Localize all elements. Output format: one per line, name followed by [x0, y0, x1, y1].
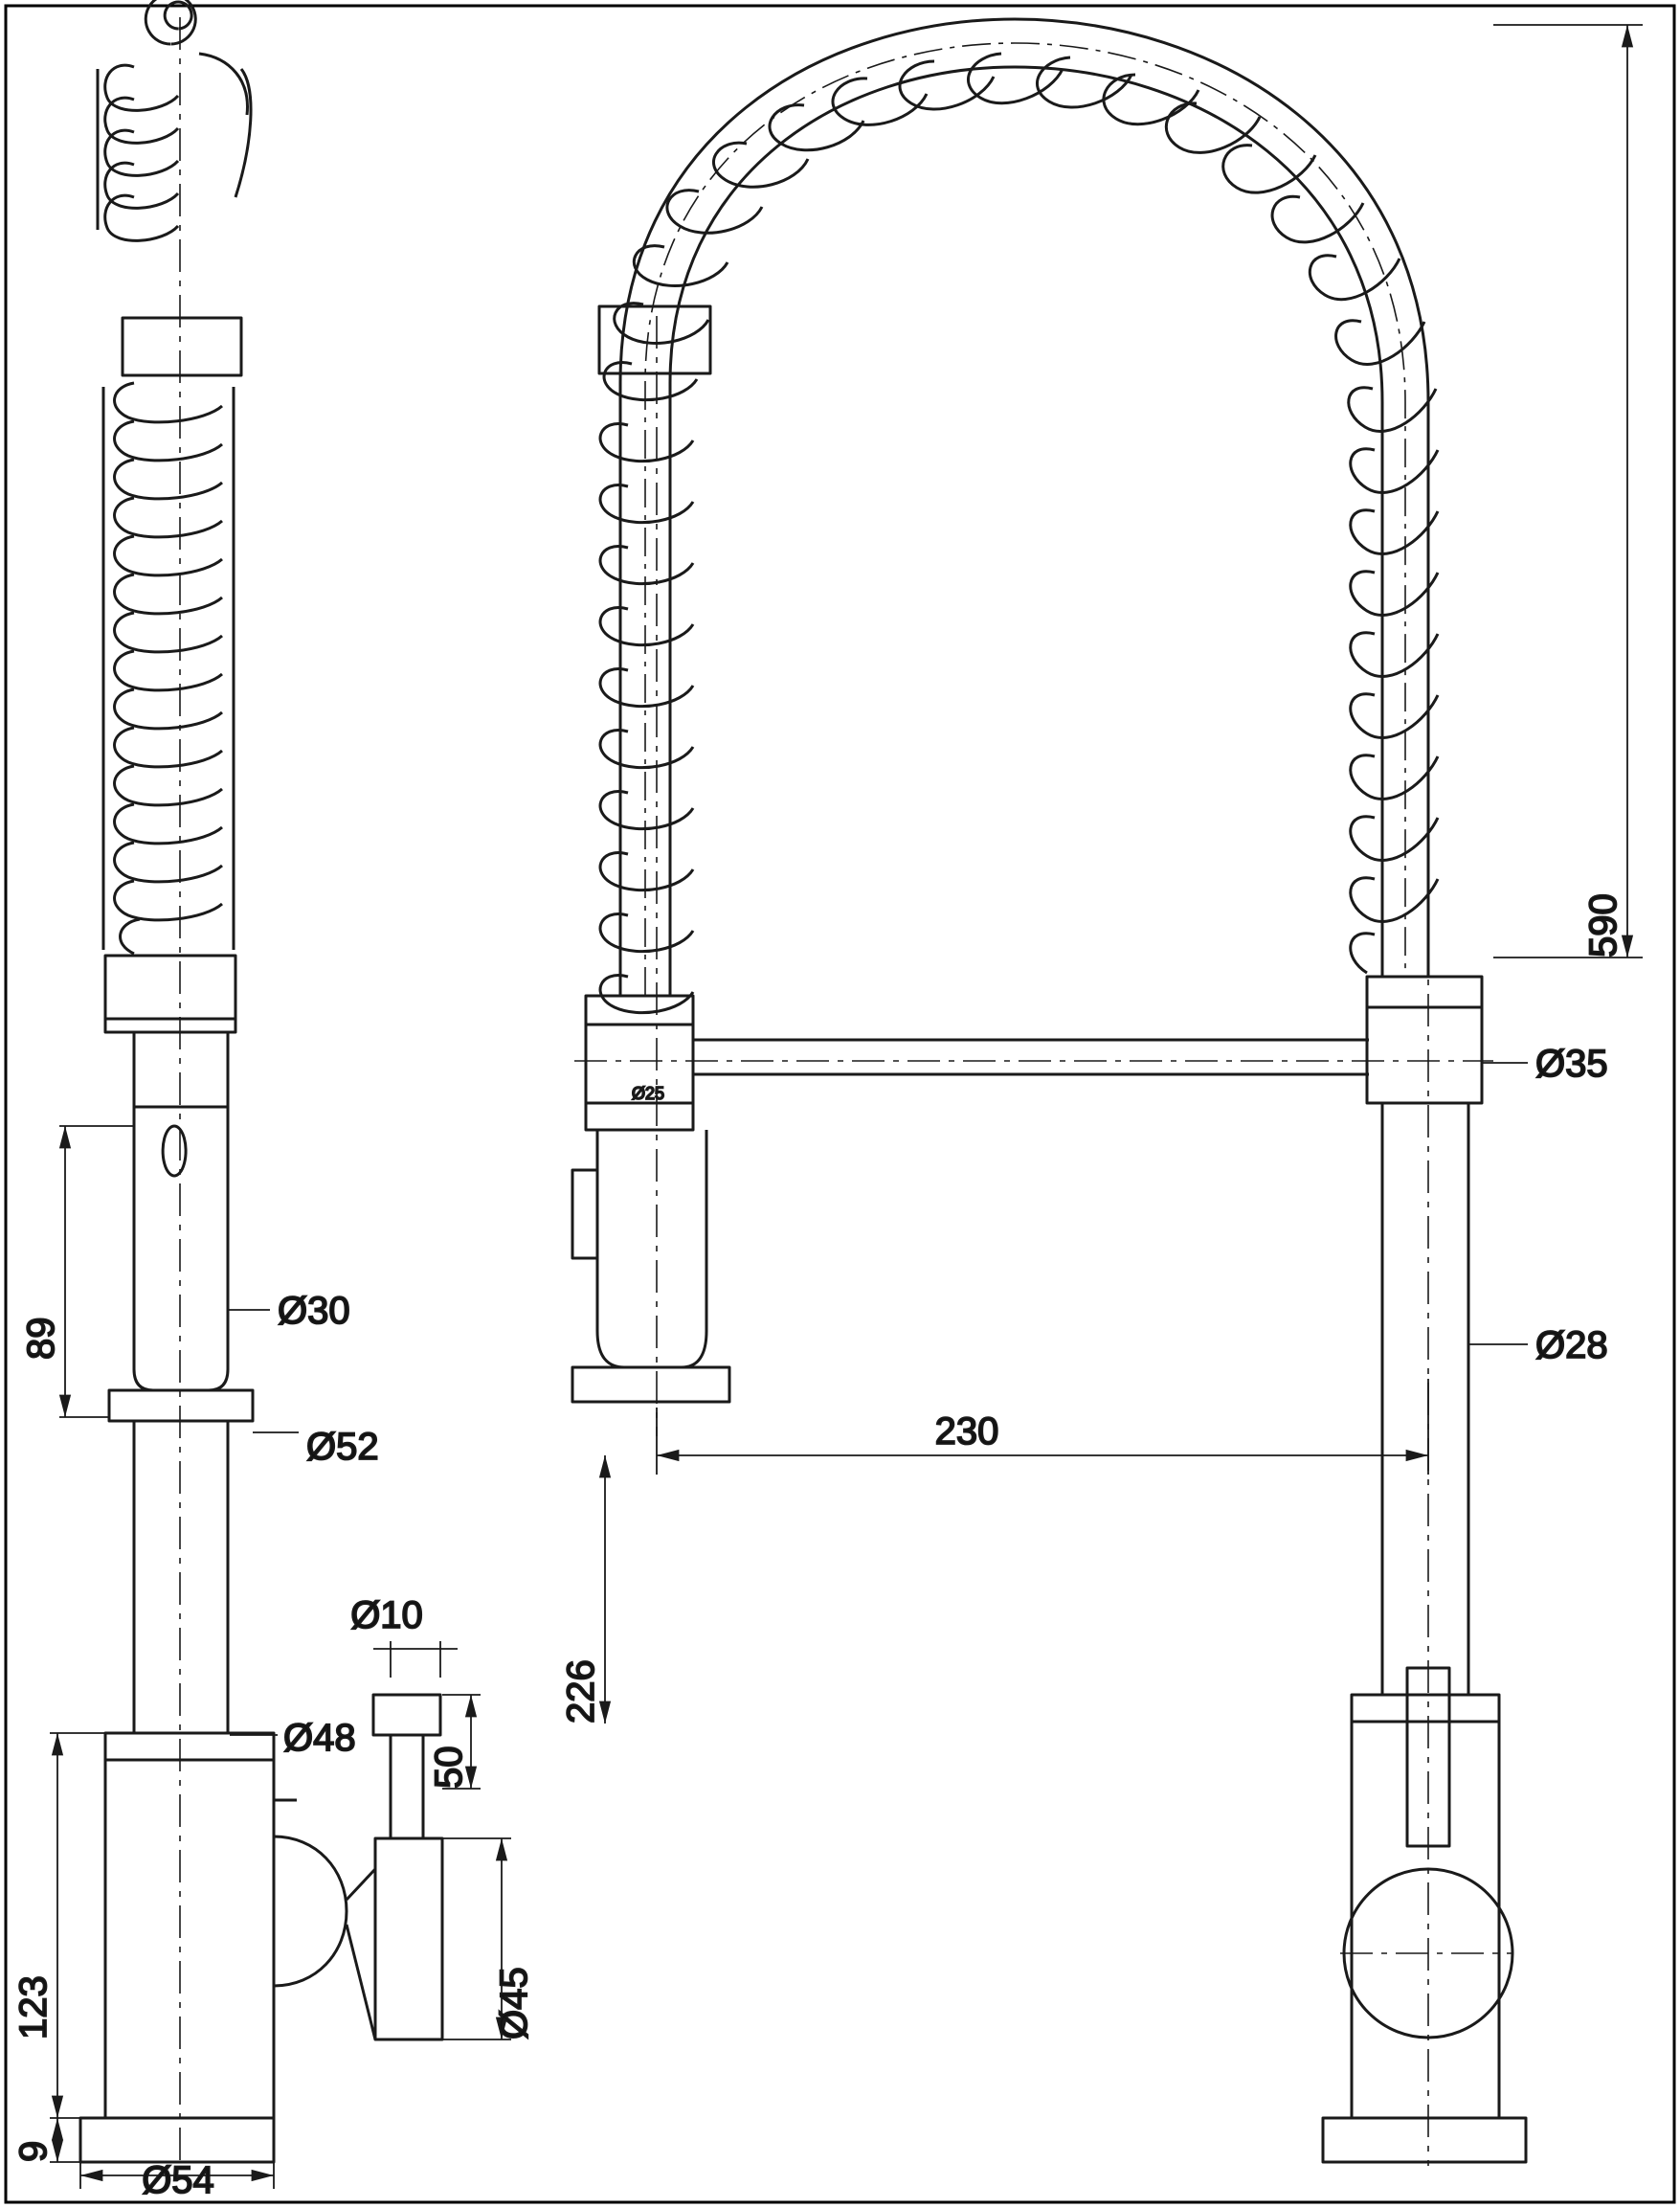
dim-label-d28: Ø28 [1535, 1324, 1608, 1366]
dim-label-d30: Ø30 [278, 1290, 350, 1332]
spray-head-body-side [134, 1032, 228, 1390]
dim-label-226: 226 [560, 1659, 602, 1724]
dim-label-d54: Ø54 [142, 2159, 214, 2201]
dimension-diameter-45 [442, 1838, 535, 2039]
dimension-height-total [1493, 25, 1643, 958]
dimension-thickness-9 [12, 2118, 80, 2162]
dim-label-d25: Ø25 [632, 1084, 665, 1103]
horizontal-arm-front [693, 1040, 1369, 1074]
dimension-length-50 [428, 1695, 481, 1789]
dimension-reach-230 [657, 1379, 1428, 1475]
coil-spring-side [98, 54, 251, 240]
tube-side [134, 1421, 228, 1733]
dim-label-d35: Ø35 [1535, 1043, 1608, 1085]
dim-label-d45: Ø45 [493, 1967, 535, 2039]
dim-label-d52: Ø52 [306, 1426, 379, 1468]
dimension-height-226 [560, 1455, 605, 1724]
dimension-diameter-48 [230, 1717, 356, 1759]
upper-collar-side [123, 318, 241, 375]
dim-label-50: 50 [428, 1746, 470, 1789]
right-base-plate-front [1323, 2118, 1526, 2162]
dimension-diameter-25 [632, 1084, 664, 1103]
dim-label-d48: Ø48 [283, 1717, 356, 1759]
side-view-left [80, 0, 442, 2166]
dim-label-89: 89 [20, 1317, 62, 1360]
dim-label-d10: Ø10 [350, 1594, 423, 1636]
dimension-diameter-30 [228, 1290, 350, 1332]
right-column-front [1367, 977, 1482, 1695]
base-plate-side [80, 2118, 274, 2162]
left-column-front [572, 1130, 729, 1402]
dim-label-230: 230 [934, 1410, 999, 1453]
lower-coil-side [103, 383, 234, 954]
left-ferrule-front [586, 996, 693, 1130]
dim-label-9: 9 [12, 2140, 55, 2162]
centerline-front-view [574, 316, 1512, 2166]
dimension-diameter-35 [1482, 1043, 1608, 1085]
dimension-diameter-28 [1468, 1324, 1608, 1366]
dimension-head-89 [20, 1126, 134, 1417]
spring-ferrule-side [105, 956, 235, 1032]
dimension-height-123 [12, 1733, 105, 2118]
flange-52-side [109, 1390, 253, 1421]
dimension-diameter-54 [80, 2159, 274, 2201]
dim-label-123: 123 [12, 1975, 55, 2039]
dimension-diameter-52 [253, 1426, 379, 1468]
dimension-diameter-10 [350, 1594, 458, 1678]
dim-label-590: 590 [1582, 893, 1624, 958]
main-body-side [105, 1733, 297, 2118]
front-view-right [572, 19, 1526, 2166]
